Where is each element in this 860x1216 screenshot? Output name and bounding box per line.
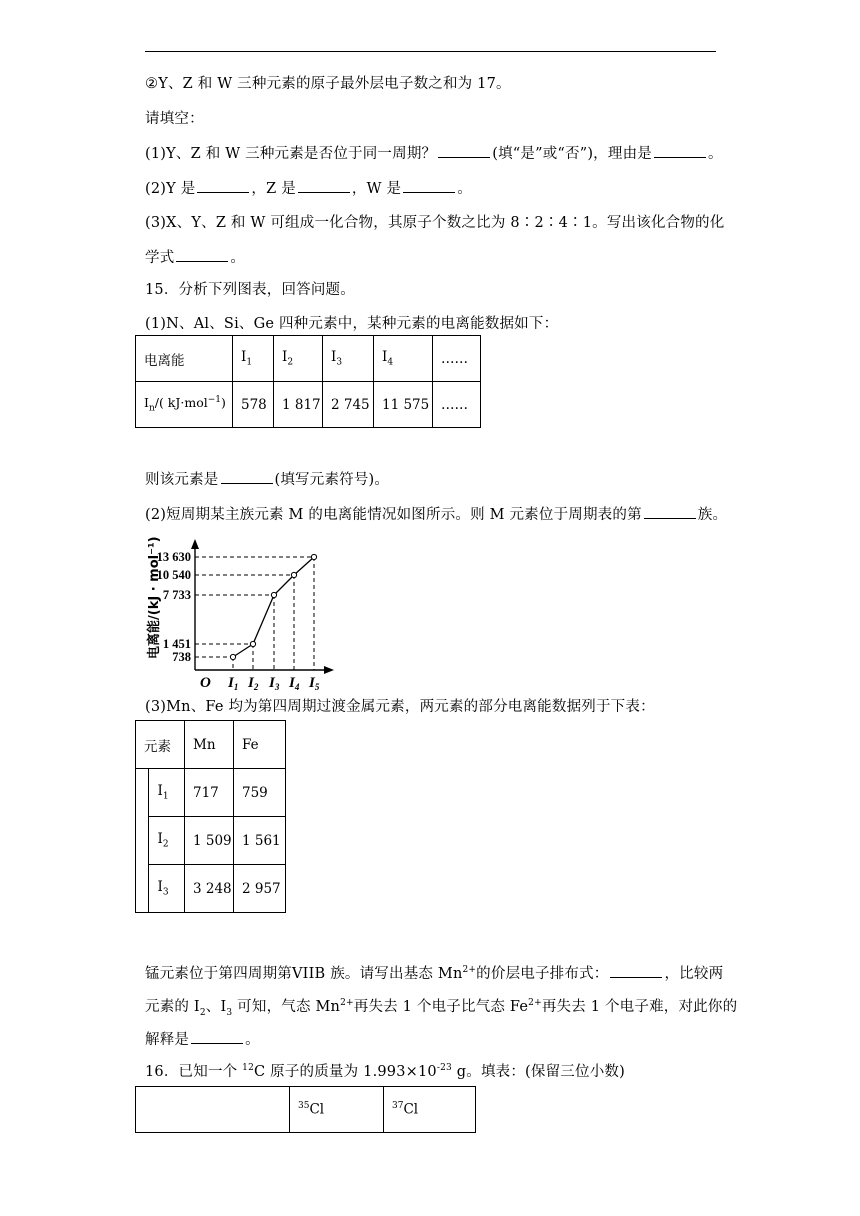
- table-header-cell: [233, 336, 274, 382]
- table-row: [136, 865, 286, 913]
- table-header-cell: [136, 1087, 290, 1133]
- text-segment: 的价层电子排布式：: [476, 966, 609, 982]
- header-sub: 2: [287, 357, 294, 368]
- answer-blank[interactable]: [610, 965, 662, 978]
- top-rule: [145, 51, 716, 52]
- text-segment: C 原子的质量为 1.993×10: [254, 1064, 437, 1080]
- answer-blank[interactable]: [654, 145, 706, 158]
- table-cell: 2 957: [234, 865, 286, 913]
- table-row: [136, 336, 481, 382]
- series-line: [233, 557, 314, 657]
- q14-part2-text-b: ，Z 是: [251, 181, 296, 197]
- table-header-cell: [274, 336, 323, 382]
- table-cell: 1 561: [234, 817, 286, 865]
- table-cell: 759: [234, 769, 286, 817]
- q15-part1: (1)N、Al、Si、Ge 四种元素中，某种元素的电离能数据如下：: [145, 316, 559, 332]
- ionization-table: [135, 335, 481, 428]
- table-cell: 11 575: [374, 382, 433, 428]
- table-header-cell: 元素: [136, 721, 185, 769]
- q15-part2: [145, 503, 727, 524]
- x-tick-label: $I_2$: [248, 675, 259, 690]
- table-row: [136, 769, 286, 817]
- subscript: 3: [226, 1007, 233, 1018]
- q14-part2-text-a: (2)Y 是: [145, 181, 196, 197]
- x-tick-sub: 2: [253, 682, 259, 690]
- table-header-cell: ……: [433, 336, 481, 382]
- row-label: [136, 382, 233, 428]
- text-segment: 解释是: [145, 1032, 190, 1048]
- superscript: 2+: [528, 998, 542, 1009]
- table-header-cell: 电离能: [136, 336, 233, 382]
- y-axis-arrow: [191, 539, 199, 549]
- answer-blank[interactable]: [176, 249, 228, 262]
- table-cell: 2 745: [323, 382, 374, 428]
- answer-blank[interactable]: [298, 180, 350, 193]
- superscript: 2+: [462, 965, 477, 976]
- blank-merged-cell: [136, 769, 149, 913]
- isotope-label: Cl: [403, 1101, 419, 1118]
- row-label-end: ): [221, 395, 226, 411]
- subscript: 2: [199, 1007, 206, 1018]
- q14-part1-text-c: 。: [707, 146, 723, 162]
- table-cell: 1 509: [185, 817, 234, 865]
- superscript: 12: [242, 1063, 255, 1074]
- superscript: 37: [392, 1101, 404, 1112]
- row-label-sub: n: [148, 403, 155, 414]
- row-label: [149, 865, 185, 913]
- q16-title: [145, 1060, 625, 1081]
- x-tick-label: $I_4$: [289, 675, 300, 690]
- q15-part3-explain-line1: [145, 962, 723, 983]
- x-tick-sub: 3: [274, 682, 280, 690]
- header-i: I: [282, 349, 288, 366]
- x-tick-label: $I_3$: [269, 675, 280, 690]
- y-tick-label: 10 540: [156, 568, 191, 582]
- superscript: 35: [298, 1101, 310, 1112]
- table-cell: 578: [233, 382, 274, 428]
- table-header-cell: [384, 1087, 476, 1133]
- row-label-i: I: [157, 783, 163, 800]
- q15-part3-explain-line2: [145, 995, 737, 1018]
- q14-part1-text-a: (1)Y、Z 和 W 三种元素是否位于同一周期？: [145, 146, 437, 162]
- row-label-i: I: [157, 831, 163, 848]
- q15-part2-text-b: 族。: [697, 507, 728, 523]
- row-label-unit: /( kJ·mol: [154, 395, 208, 411]
- text-segment: ，比较两: [664, 966, 724, 982]
- q14-part3-line2: [145, 246, 245, 267]
- table-row: [136, 1087, 476, 1133]
- q14-part1: [145, 142, 723, 163]
- chlorine-table: [135, 1086, 476, 1133]
- text-segment: 、I: [205, 999, 227, 1015]
- q15-part1-answer-text-b: (填写元素符号)。: [274, 472, 390, 488]
- origin-label: O: [200, 675, 211, 690]
- row-label-i: I: [157, 879, 163, 896]
- table-header-cell: [374, 336, 433, 382]
- header-sub: 4: [387, 357, 394, 368]
- q15-part3-explain-line3: [145, 1028, 260, 1049]
- text-segment: 16．已知一个: [145, 1064, 243, 1080]
- q15-part3: (3)Mn、Fe 均为第四周期过渡金属元素，两元素的部分电离能数据列于下表：: [145, 699, 655, 715]
- table-row: [136, 817, 286, 865]
- data-point: [311, 554, 316, 559]
- q15-title: 15．分析下列图表，回答问题。: [145, 282, 355, 298]
- table-row: [136, 382, 481, 428]
- table-cell: 1 817: [274, 382, 323, 428]
- y-tick-label: 1 451: [162, 637, 191, 651]
- table-header-cell: Mn: [185, 721, 234, 769]
- data-point: [230, 654, 235, 659]
- x-axis-arrow: [324, 666, 334, 674]
- q14-part2-text-d: 。: [457, 181, 472, 197]
- answer-blank[interactable]: [403, 180, 455, 193]
- table-header-cell: [290, 1087, 384, 1133]
- table-cell: 3 248: [185, 865, 234, 913]
- answer-blank[interactable]: [644, 506, 696, 519]
- superscript: 2+: [340, 998, 354, 1009]
- text-segment: 元素的 I: [145, 999, 200, 1015]
- superscript: -23: [436, 1063, 452, 1074]
- row-label-sup: −1: [207, 395, 222, 406]
- header-i: I: [331, 349, 337, 366]
- row-label: [149, 769, 185, 817]
- text-segment: 锰元素位于第四周期第VIIB 族。请写出基态 Mn: [145, 966, 463, 982]
- x-tick-sub: 4: [294, 682, 300, 690]
- q15-part1-answer: [145, 468, 389, 489]
- text-segment: 可知，气态 Mn: [232, 999, 341, 1015]
- ionization-energy-chart: [138, 535, 338, 690]
- row-label: [149, 817, 185, 865]
- answer-blank[interactable]: [438, 145, 490, 158]
- y-tick-label: 738: [172, 650, 191, 664]
- q14-part2: [145, 177, 472, 198]
- x-tick-sub: 1: [233, 682, 239, 690]
- q14-part3-text-c: 。: [230, 250, 246, 266]
- header-sub: 1: [246, 357, 253, 368]
- q15-part2-text-a: (2)短周期某主族元素 M 的电离能情况如图所示。则 M 元素位于周期表的第: [145, 507, 642, 523]
- data-point: [250, 641, 255, 646]
- text-segment: 再失去 1 个电子比气态 Fe: [353, 999, 529, 1015]
- table-header-cell: [323, 336, 374, 382]
- mn-fe-table: [135, 720, 286, 913]
- text-segment: 。: [245, 1032, 260, 1048]
- q14-condition-2: ②Y、Z 和 W 三种元素的原子最外层电子数之和为 17。: [145, 76, 511, 92]
- table-row: [136, 721, 286, 769]
- text-segment: 再失去 1 个电子难，对此你的: [541, 999, 738, 1015]
- row-label-sub: 2: [162, 839, 169, 850]
- answer-blank[interactable]: [221, 471, 273, 484]
- text-segment: g。填表：(保留三位小数): [451, 1064, 625, 1080]
- table-header-cell: Fe: [234, 721, 286, 769]
- data-point: [271, 592, 276, 597]
- y-tick-label: 13 630: [156, 550, 191, 564]
- row-label-sub: 3: [162, 887, 169, 898]
- q14-part3-text-b: 学式: [145, 250, 175, 266]
- header-i: I: [382, 349, 388, 366]
- x-tick-label: $I_5$: [309, 675, 320, 690]
- answer-blank[interactable]: [191, 1031, 243, 1044]
- header-sub: 3: [336, 357, 343, 368]
- row-label-main: I: [144, 395, 149, 411]
- x-tick-sub: 5: [314, 682, 320, 690]
- y-tick-label: 7 733: [162, 588, 191, 602]
- y-axis-label: 电离能/(kJ · mol⁻¹): [147, 536, 162, 659]
- isotope-label: Cl: [309, 1101, 325, 1118]
- row-label-sub: 1: [162, 791, 169, 802]
- answer-blank[interactable]: [197, 180, 249, 193]
- header-i: I: [241, 349, 247, 366]
- x-tick-label: $I_1$: [228, 675, 239, 690]
- table-cell: 717: [185, 769, 234, 817]
- q14-part3-line1: (3)X、Y、Z 和 W 可组成一化合物，其原子个数之比为 8∶2∶4∶1。写出该化合物的化: [145, 215, 725, 231]
- table-cell: ……: [433, 382, 481, 428]
- q15-part1-answer-text-a: 则该元素是: [145, 472, 219, 488]
- q14-fill-prompt: 请填空：: [145, 111, 204, 127]
- q14-part2-text-c: ，W 是: [351, 181, 402, 197]
- data-point: [291, 572, 296, 577]
- q14-part1-text-b: (填“是”或“否”)，理由是: [492, 146, 652, 162]
